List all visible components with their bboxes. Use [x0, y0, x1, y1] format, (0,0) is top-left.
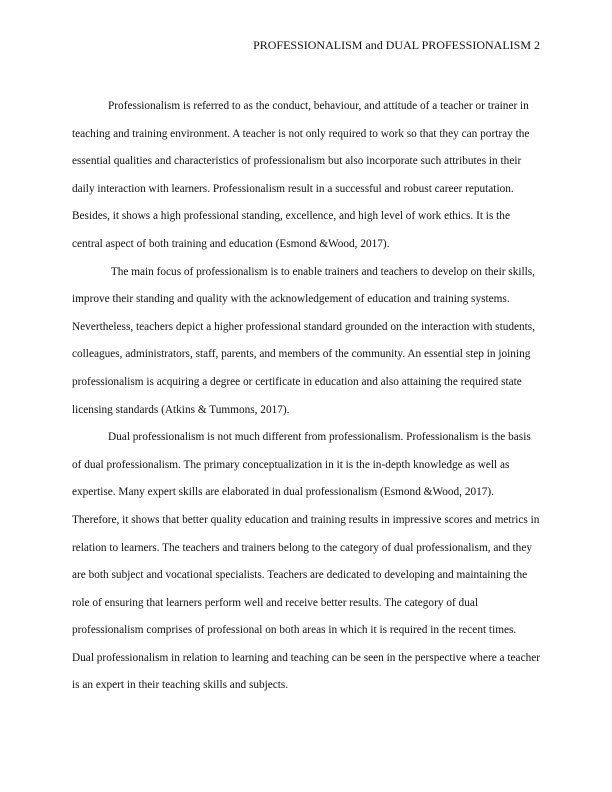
- paragraph-3: Dual professionalism is not much different from professionalism. Professionalism is the basis of dual professionalism. The primary conceptualization in it is the in-depth knowledge as well as expertise. Many expert skills are elaborated in dual professionalism (Esmond &Wood, 2017). Therefore, it shows that better quality education and training results in impressive scores and metrics in relation to learners. The teachers and trainers belong to the category of dual professionalism, and they are both subject and vocational specialists. Teachers are dedicated to developing and maintaining the role of ensuring that learners perform well and receive better results. The category of dual professionalism comprises of professional on both areas in which it is required in the recent times. Dual professionalism in relation to learning and teaching can be seen in the perspective where a teacher is an expert in their teaching skills and subjects.: [72, 431, 543, 692]
- running-title: PROFESSIONALISM and DUAL PROFESSIONALISM: [253, 38, 531, 52]
- paragraph-2: The main focus of professionalism is to enable trainers and teachers to develop on their skills, improve their standing and quality with the acknowledgement of education and training systems. Nevertheless, teachers depict a higher professional standard grounded on the interaction with students, colleagues, administrators, staff, parents, and members of the community. An essential step in joining professionalism is acquiring a degree or certificate in education and also attaining the required state licensing standards (Atkins & Tummons, 2017).: [72, 265, 538, 416]
- running-header: [253, 38, 540, 52]
- body-text: [72, 93, 543, 700]
- page-number: 2: [534, 38, 540, 52]
- paragraph-1: Professionalism is referred to as the conduct, behaviour, and attitude of a teacher or trainer in teaching and training environment. A teacher is not only required to work so that they can portray the essential qualities and characteristics of professionalism but also incorporate such attributes in their daily interaction with learners. Professionalism result in a successful and robust career reputation. Besides, it shows a high professional standing, excellence, and high level of work ethics. It is the central aspect of both training and education (Esmond &Wood, 2017).: [72, 100, 533, 250]
